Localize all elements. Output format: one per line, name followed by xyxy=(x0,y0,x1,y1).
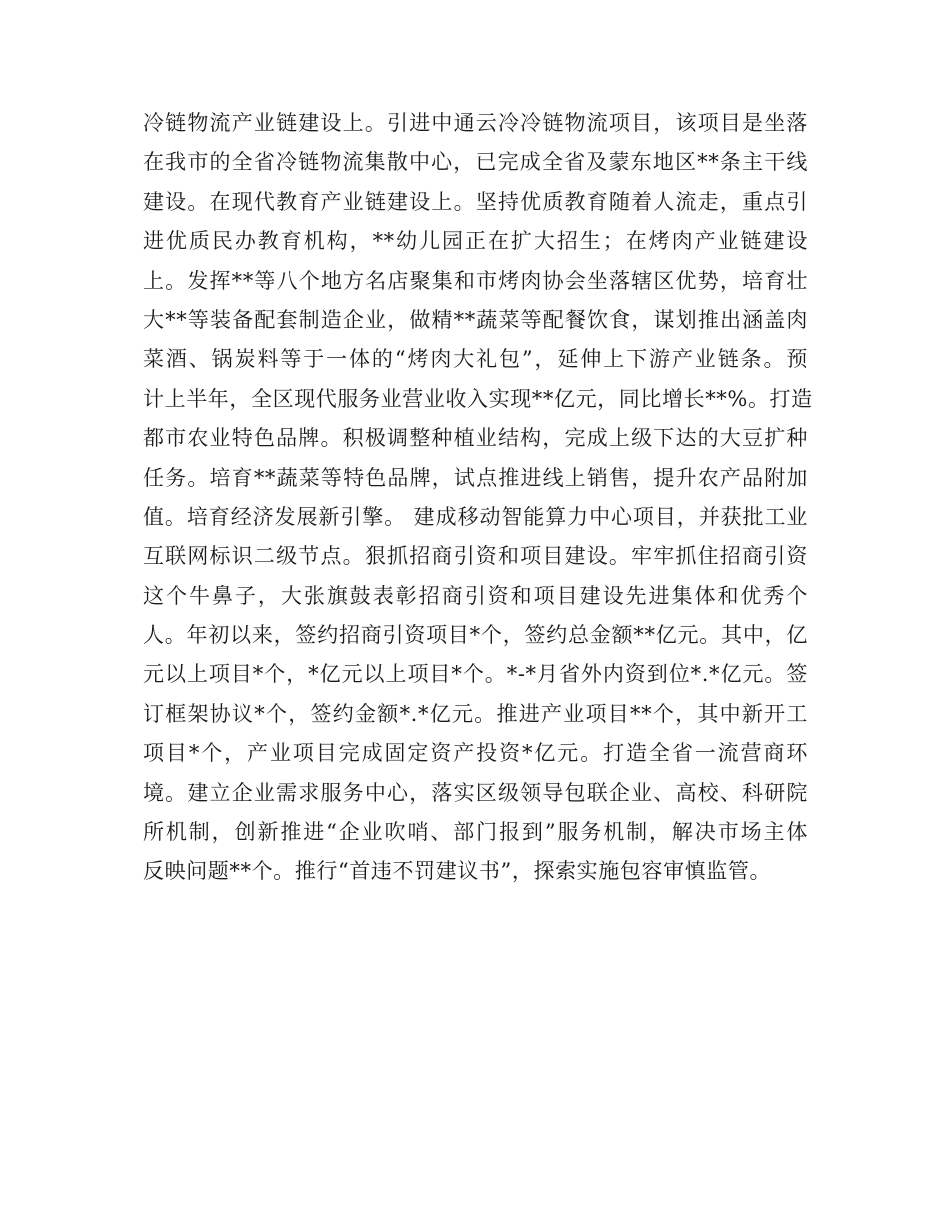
text-line: 冷链物流产业链建设上。引进中通云冷冷链物流项目，该项目是坐落 xyxy=(143,111,808,135)
text-line: 反映问题**个。推行“首违不罚建议书”，探索实施包容审慎监管。 xyxy=(143,859,772,884)
text-line: 在我市的全省冷链物流集散中心，已完成全省及蒙东地区**条主干线 xyxy=(143,150,808,175)
text-line: 所机制，创新推进“企业吹哨、部门报到”服务机制，解决市场主体 xyxy=(143,820,808,845)
text-line: 建设。在现代教育产业链建设上。坚持优质教育随着人流走，重点引 xyxy=(143,189,808,214)
text-line: 大**等装备配套制造企业，做精**蔬菜等配餐饮食，谋划推出涵盖肉 xyxy=(143,307,808,332)
text-line: 任务。培育**蔬菜等特色品牌，试点推进线上销售，提升农产品附加 xyxy=(143,465,808,490)
text-line: 这个牛鼻子，大张旗鼓表彰招商引资和项目建设先进集体和优秀个 xyxy=(143,583,808,608)
text-line: 值。培育经济发展新引擎。 建成移动智能算力中心项目，并获批工业 xyxy=(143,504,808,529)
text-line: 项目*个，产业项目完成固定资产投资*亿元。打造全省一流营商环 xyxy=(143,741,808,766)
body-paragraph xyxy=(143,104,813,892)
text-line: 上。发挥**等八个地方名店聚集和市烤肉协会坐落辖区优势，培育壮 xyxy=(143,268,808,293)
text-line: 境。建立企业需求服务中心，落实区级领导包联企业、高校、科研院 xyxy=(143,780,808,805)
text-line: 进优质民办教育机构，**幼儿园正在扩大招生；在烤肉产业链建设 xyxy=(143,229,808,254)
text-line: 菜酒、锅炭料等于一体的“烤肉大礼包”，延伸上下游产业链条。预 xyxy=(143,347,808,372)
text-line: 互联网标识二级节点。狠抓招商引资和项目建设。牢牢抓住招商引资 xyxy=(143,544,808,569)
text-line: 订框架协议*个，签约金额*.*亿元。推进产业项目**个，其中新开工 xyxy=(143,701,808,726)
text-line: 元以上项目*个，*亿元以上项目*个。*-*月省外内资到位*.*亿元。签 xyxy=(143,662,808,687)
text-line: 人。年初以来，签约招商引资项目*个，签约总金额**亿元。其中，亿 xyxy=(143,623,808,648)
text-line: 计上半年，全区现代服务业营业收入实现**亿元，同比增长**%。打造 xyxy=(143,386,813,411)
text-line: 都市农业特色品牌。积极调整种植业结构，完成上级下达的大豆扩种 xyxy=(143,426,808,451)
